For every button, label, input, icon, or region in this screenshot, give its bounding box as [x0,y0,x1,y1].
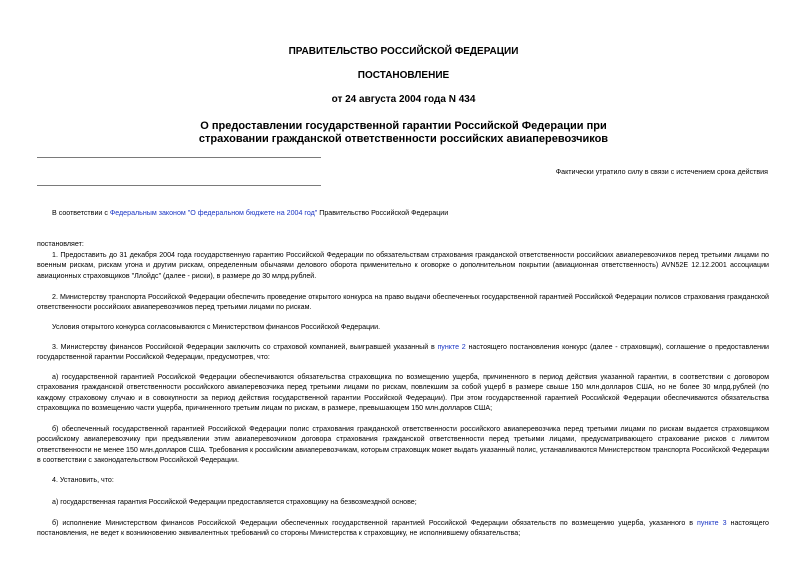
clause-3-link[interactable]: пункте 3 [697,519,727,527]
paragraph-4: 4. Установить, что: [52,476,114,484]
paragraph-4b: б) исполнение Министерством финансов Российской Федерации обеспеченных государственной гарантией Российской Федерации обязательств по возмещению ущерба, указанного в пункте 3 настоящего постановления, не ведет к возникновению эквивалентных требований со стороны Министерства к страховщику, не исполнившему обязательства; [37,519,769,538]
federal-law-link[interactable]: Федеральным законом "О федеральном бюджете на 2004 год" [109,209,318,217]
paragraph-2: 2. Министерству транспорта Российской Федерации обеспечить проведение открытого конкурса на право выдачи обеспеченных государственной гарантией Российской Федерации полисов страхования гражданской ответственности российских авиаперевозчиков перед третьими лицами по рискам. [37,293,769,312]
clause-2-link[interactable]: пункте 2 [437,343,466,351]
paragraph-4a: а) государственная гарантия Российской Федерации предоставляется страховщику на безвозмездной основе; [52,498,417,506]
paragraph-3a: а) государственной гарантией Российской Федерации обеспечиваются обязательства страховщика по возмещению ущерба, причиненного в период действия указанной гарантии, в соответствии с договором страхования гражданской ответственности российского авиаперевозчика перед третьими лицами по рискам, повлекшим за собой ущерб в размере свыше 150 млн.долларов США, но не более 30 млрд.рублей (по каждому страховому случаю и в совокупности за период действия государственной гарантии Российской Федерации). При этом государственной гарантией Российской Федерации обеспечиваются обязательства страховщика по возмещению части ущерба, причиненного третьим лицам по рискам, в размере, превышающем 150 млн.долларов США; [37,373,769,413]
document-type: ПОСТАНОВЛЕНИЕ [357,70,450,81]
preamble: В соответствии с Федеральным законом "О федеральном бюджете на 2004 год" Правительство Российской Федерации [52,209,449,217]
paragraph-2-conditions: Условия открытого конкурса согласовываются с Министерством финансов Российской Федерации. [52,323,381,331]
decides-label: постановляет: [37,240,84,248]
document-title-line2: страховании гражданской ответственности российских авиаперевозчиков [198,133,609,145]
government-heading: ПРАВИТЕЛЬСТВО РОССИЙСКОЙ ФЕДЕРАЦИИ [288,46,519,57]
status-note: Фактически утратило силу в связи с истечением срока действия [555,168,768,176]
document-date-number: от 24 августа 2004 года N 434 [331,94,476,105]
paragraph-1: 1. Предоставить до 31 декабря 2004 года государственную гарантию Российской Федерации по обязательствам страхования гражданской ответственности российских авиаперевозчиков перед третьими лицами по военным рискам, рискам угона и другим рискам, определенным обычаями делового оборота применительно к оговорке о дополнительном покрытии (авиационная ответственность) AVN52E 12.12.2001 ассоциации авиационных страховщиков "Ллойдс" (далее - риски), в размере до 30 млрд.рублей. [37,251,769,280]
document-title-line1: О предоставлении государственной гарантии Российской Федерации при [200,120,607,132]
divider-bottom [37,185,321,186]
divider-top [37,157,321,158]
paragraph-3b: б) обеспеченный государственной гарантией Российской Федерации полис страхования гражданской ответственности российского авиаперевозчика перед третьими лицами по рискам выдается страховщиком российскому авиаперевозчику при предъявлении этим авиаперевозчиком договора страхования гражданской ответственности перед третьими лицами, предусматривающего страхование рисков с лимитом ответственности не менее 150 млн.долларов США. Требования к российским авиаперевозчикам, которым страховщик может выдать указанный полис, устанавливаются Министерством транспорта Российской Федерации в соответствии с законодательством Российской Федерации. [37,425,769,465]
paragraph-3: 3. Министерству финансов Российской Федерации заключить со страховой компанией, выигравшей указанный в пункте 2 настоящего постановления конкурс (далее - страховщик), соглашение о предоставлении государственной гарантии Российской Федерации, предусмотрев, что: [37,343,770,362]
